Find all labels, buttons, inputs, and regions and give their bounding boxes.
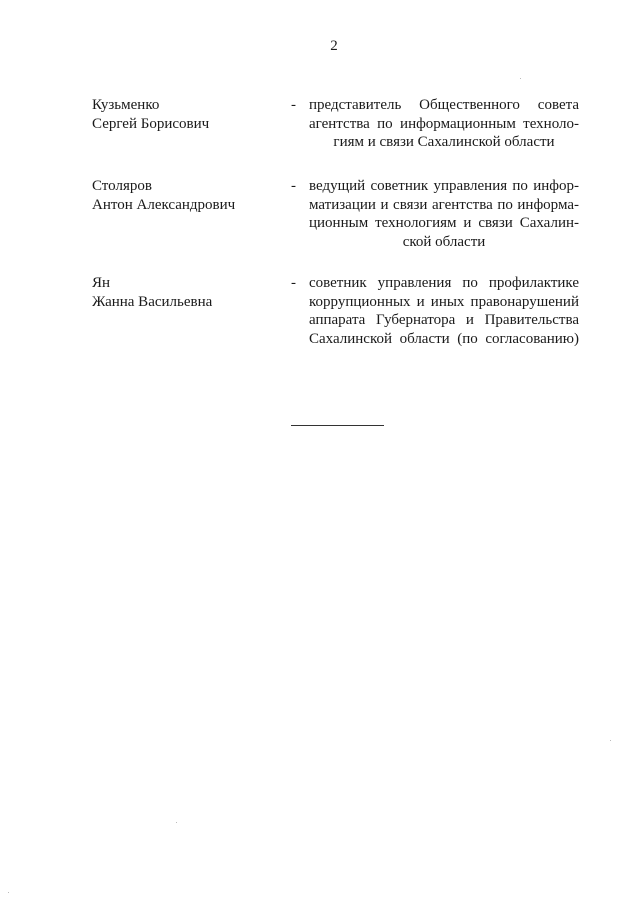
member-given-name: Жанна Васильевна	[92, 293, 213, 310]
scan-speck	[520, 78, 521, 79]
scan-speck	[176, 822, 177, 823]
description-line: матизации и связи агентства по информа-	[309, 196, 579, 213]
scan-speck	[610, 740, 611, 741]
member-given-name: Антон Александрович	[92, 196, 236, 213]
scan-speck	[8, 892, 9, 893]
member-given-name: Сергей Борисович	[92, 115, 210, 132]
description-line: советник управления по профилактике	[309, 275, 579, 291]
description-line: Сахалинской области (по согласованию)	[309, 330, 579, 347]
member-surname: Кузьменко	[92, 97, 160, 113]
member-name	[92, 274, 272, 311]
page-number: 2	[330, 38, 338, 54]
member-name	[92, 96, 272, 133]
end-separator-line	[291, 425, 384, 426]
description-line: коррупционных и иных правонарушений	[309, 293, 579, 310]
entry-dash: -	[291, 178, 296, 194]
description-line: агентства по информационным техноло-	[309, 115, 579, 132]
member-name	[92, 177, 272, 214]
description-line: аппарата Губернатора и Правительства	[309, 312, 579, 328]
member-surname: Столяров	[92, 178, 152, 194]
member-description	[309, 177, 579, 251]
entry-dash: -	[291, 97, 296, 113]
description-line: гиям и связи Сахалинской области	[333, 134, 555, 150]
member-description	[309, 274, 579, 348]
description-line: ской области	[402, 233, 486, 250]
description-line: ведущий советник управления по инфор-	[309, 178, 579, 194]
description-line: ционным технологиям и связи Сахалин-	[309, 215, 579, 231]
description-line: представитель Общественного совета	[309, 97, 579, 113]
member-surname: Ян	[92, 275, 111, 291]
entry-dash: -	[291, 275, 296, 291]
member-description	[309, 96, 579, 152]
